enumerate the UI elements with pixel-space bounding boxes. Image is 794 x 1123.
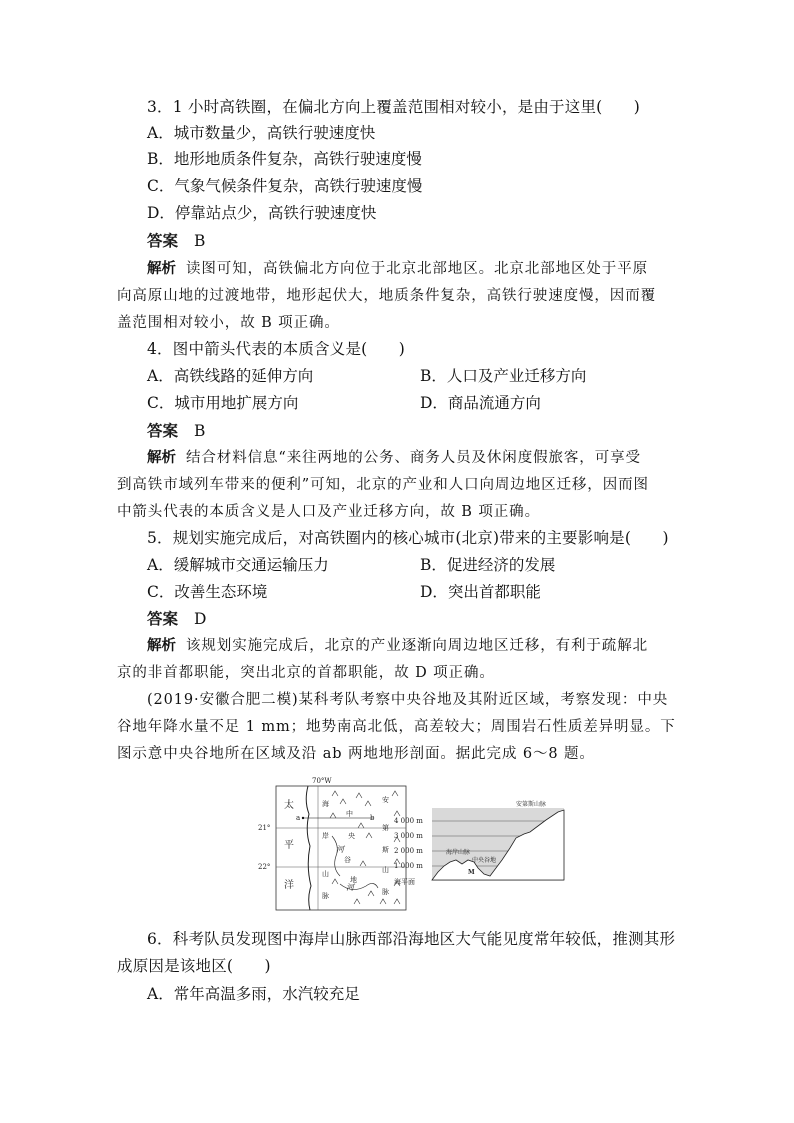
q5-option-b: B．促进经济的发展 (420, 556, 556, 574)
answer-value: D (194, 610, 207, 628)
q4-option-b: B．人口及产业迁移方向 (420, 367, 587, 385)
q3-answer (147, 230, 205, 252)
central-valley-label: 中央谷地 (472, 857, 497, 864)
coast-range-char-2: 岸 (322, 832, 329, 840)
valley-char-1: 中 (346, 810, 353, 818)
explanation-text: 该规划实施完成后，北京的产业逐渐向周边地区迁移，有利于疏解北 (186, 638, 648, 654)
q5-explanation-line-1 (147, 635, 648, 657)
river-char-1: 河 (336, 845, 344, 854)
explanation-label: 解析 (147, 637, 176, 654)
terrain-figure (258, 776, 570, 916)
sea-level-label: 海平面 (394, 878, 415, 886)
answer-value: B (194, 232, 206, 250)
q4-option-c: C．城市用地扩展方向 (147, 394, 299, 412)
explanation-text: 结合材料信息“来往两地的公务、商务人员及休闲度假旅客，可享受 (186, 450, 641, 466)
terrain-profile (394, 800, 564, 886)
q3-explanation-line-2: 向高原山地的过渡地带，地形起伏大，地质条件复杂，高铁行驶速度慢，因而覆 (117, 288, 656, 304)
andes-char-1: 安 (382, 796, 389, 804)
elev-label-4000: 4 000 m (394, 817, 423, 825)
q4-answer (147, 420, 205, 442)
longitude-label: 70°W (312, 777, 332, 785)
answer-label: 答案 (147, 421, 179, 440)
elev-label-3000: 3 000 m (394, 832, 423, 840)
point-a-label: a (296, 814, 301, 822)
elev-label-1000: 1 000 m (394, 862, 423, 870)
q3-option-a: A．城市数量少，高铁行驶速度快 (147, 124, 376, 142)
q5-option-c: C．改善生态环境 (147, 583, 268, 601)
explanation-text: 读图可知，高铁偏北方向位于北京北部地区。北京北部地区处于平原 (186, 261, 648, 277)
q5-stem: 5．规划实施完成后，对高铁圈内的核心城市(北京)带来的主要影响是( ) (147, 529, 669, 547)
intro-line-2: 谷地年降水量不足 1 mm；地势南高北低，高差较大；周围岩石性质差异明显。下 (117, 719, 676, 735)
point-m-label: M (468, 869, 475, 876)
valley-char-3: 谷 (344, 856, 351, 864)
ocean-char-1: 太 (284, 800, 294, 811)
andes-char-5: 脉 (382, 888, 389, 896)
coast-range-char-4: 脉 (322, 892, 329, 900)
latitude-21-label: 21° (258, 824, 271, 832)
q4-option-d: D．商品流通方向 (420, 394, 541, 412)
q3-option-b: B．地形地质条件复杂，高铁行驶速度慢 (147, 150, 422, 168)
q5-option-a: A．缓解城市交通运输压力 (147, 556, 329, 574)
andes-label: 安第斯山脉 (516, 801, 547, 808)
q3-explanation-line-1 (147, 258, 648, 280)
intro-line-3: 图示意中央谷地所在区域及沿 ab 两地地形剖面。据此完成 6～8 题。 (117, 746, 595, 762)
q4-explanation-line-3: 中箭头代表的本质含义是人口及产业迁移方向，故 B 项正确。 (117, 504, 540, 520)
explanation-label: 解析 (147, 260, 176, 277)
valley-char-2: 央 (348, 832, 355, 840)
andes-char-3: 斯 (382, 846, 389, 854)
q4-explanation-line-2: 到高铁市域列车带来的便利”可知，北京的产业和人口向周边地区迁移，因而图 (117, 477, 649, 493)
answer-label: 答案 (147, 231, 179, 250)
q3-stem: 3．1 小时高铁圈，在偏北方向上覆盖范围相对较小，是由于这里( ) (147, 98, 641, 116)
ocean-char-3: 洋 (284, 880, 294, 891)
q4-explanation-line-1 (147, 447, 641, 469)
valley-char-4: 地 (350, 876, 357, 884)
ocean-char-2: 平 (284, 840, 294, 851)
q6-stem-line-2: 成原因是该地区( ) (117, 957, 271, 975)
answer-value: B (194, 422, 206, 440)
explanation-label: 解析 (147, 449, 176, 466)
intro-line-1: (2019·安徽合肥二模)某科考队考察中央谷地及其附近区域，考察发现：中央 (147, 692, 669, 708)
elev-label-2000: 2 000 m (394, 847, 423, 855)
coast-range-label: 海岸山脉 (446, 849, 471, 856)
q4-option-a: A．高铁线路的延伸方向 (147, 367, 314, 385)
q6-option-a: A．常年高温多雨，水汽较充足 (147, 985, 360, 1003)
andes-char-2: 第 (382, 824, 389, 832)
q6-stem-line-1: 6．科考队员发现图中海岸山脉西部沿海地区大气能见度常年较低，推测其形 (147, 930, 676, 948)
q3-option-c: C．气象气候条件复杂，高铁行驶速度慢 (147, 177, 423, 195)
latitude-22-label: 22° (258, 863, 271, 871)
q4-stem: 4．图中箭头代表的本质含义是( ) (147, 340, 406, 358)
q5-explanation-line-2: 京的非首都职能，突出北京的首都职能，故 D 项正确。 (117, 665, 495, 681)
q3-explanation-line-3: 盖范围相对较小，故 B 项正确。 (117, 315, 340, 331)
answer-label: 答案 (147, 609, 179, 628)
point-b-label: b (370, 814, 375, 822)
coast-range-char-3: 山 (322, 870, 329, 878)
region-map (258, 777, 406, 910)
q5-option-d: D．突出首都职能 (420, 583, 541, 601)
q5-answer (147, 608, 206, 630)
river-char-2: 河 (346, 883, 354, 892)
andes-char-4: 山 (382, 866, 389, 874)
q3-option-d: D．停靠站点少，高铁行驶速度快 (147, 204, 377, 222)
coast-range-char-1: 海 (322, 800, 329, 808)
